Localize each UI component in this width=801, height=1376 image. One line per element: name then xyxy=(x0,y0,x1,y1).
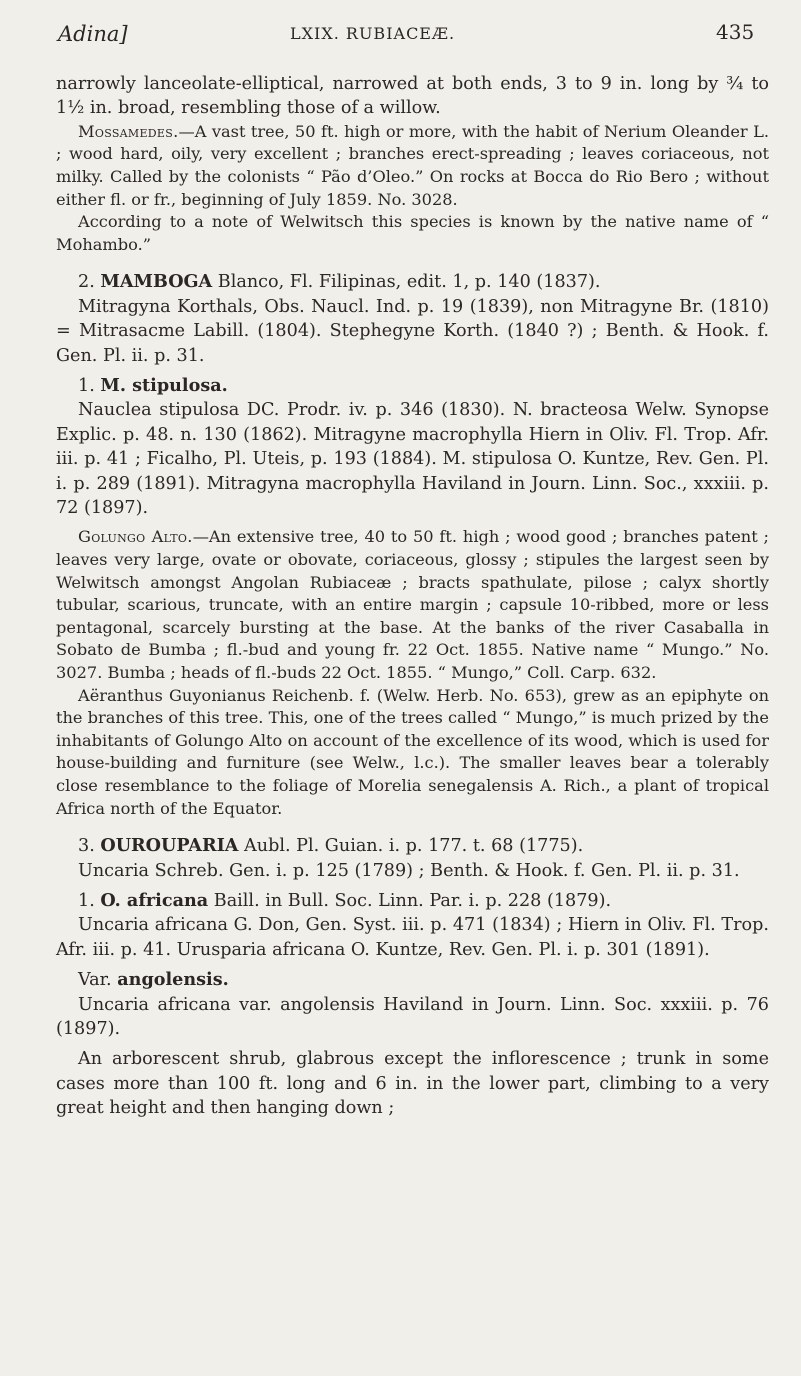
page-body xyxy=(56,72,769,1121)
header-section-title: LXIX. RUBIACEÆ. xyxy=(290,24,456,43)
synonymy: Nauclea stipulosa DC. Prodr. iv. p. 346 (1830). N. bracteosa Welw. Synopse Explic. p. 48. n. 130 (1862). Mitragyne macrophylla Hiern in Oliv. Fl. Trop. Afr. iii. p. 41 ; Ficalho, Pl. Uteis, p. 193 (1884). M. stipulosa O. Kuntze, Rev. Gen. Pl. i. p. 289 (1891). Mitragyna macrophylla Haviland in Journ. Linn. Soc., xxxiii. p. 72 (1897). xyxy=(56,400,769,519)
synonymy: Uncaria africana var. angolensis Haviland in Journ. Linn. Soc. xxxiii. p. 76 (1897). xyxy=(56,994,769,1039)
locality-name: Mossamedes. xyxy=(78,121,179,141)
species-name: O. africana xyxy=(100,889,209,911)
species-name: M. stipulosa. xyxy=(100,375,228,396)
genus-name: MAMBOGA xyxy=(100,271,213,293)
paragraph: According to a note of Welwitsch this species is known by the native name of “ Mohambo.” xyxy=(56,212,769,254)
synonymy: Uncaria Schreb. Gen. i. p. 125 (1789) ; Benth. & Hook. f. Gen. Pl. ii. p. 31. xyxy=(78,860,740,881)
species-heading: 1. O. africana Baill. in Bull. Soc. Linn. Par. i. p. 228 (1879). xyxy=(78,889,612,911)
running-header xyxy=(0,16,801,52)
genus-heading: 3. OUROUPARIA Aubl. Pl. Guian. i. p. 177. t. 68 (1775). xyxy=(78,835,584,857)
paragraph: Golungo Alto.—An extensive tree, 40 to 50 ft. high ; wood good ; branches patent ; leaves very large, ovate or obovate, coriaceous, glossy ; stipules the largest seen by Welwitsch amongst Angolan Rubiaceæ ; bracts spathulate, pilose ; calyx shortly tubular, scarious, truncate, with an entire margin ; capsule 10-ribbed, more or less pentagonal, scarcely bursting at the base. At the banks of the river Casaballa in Sobato de Bumba ; fl.-bud and young fr. 22 Oct. 1855. Native name “ Mungo.” No. 3027. Bumba ; heads of fl.-buds 22 Oct. 1855. “ Mungo,” Coll. Carp. 632. xyxy=(56,527,769,682)
species-heading: 1. M. stipulosa. xyxy=(78,375,228,396)
variety-heading: Var. angolensis. xyxy=(78,969,229,991)
genus-heading: 2. MAMBOGA Blanco, Fl. Filipinas, edit. 1, p. 140 (1837). xyxy=(78,271,601,293)
variety-name: angolensis. xyxy=(117,969,229,991)
header-genus-tag: Adina] xyxy=(58,22,128,46)
paragraph: Aëranthus Guyonianus Reichenb. f. (Welw. Herb. No. 653), grew as an epiphyte on the branches of this tree. This, one of the trees called “ Mungo,” is much prized by the inhabitants of Golungo Alto on account of the excellence of its wood, which is used for house-building and furniture (see Welw., l.c.). The smaller leaves bear a tolerably close resemblance to the foliage of Morelia senegalensis A. Rich., a plant of tropical Africa north of the Equator. xyxy=(56,685,769,818)
genus-name: OUROUPARIA xyxy=(100,835,239,857)
paragraph: Mossamedes.—A vast tree, 50 ft. high or more, with the habit of Nerium Oleander L. ; wood hard, oily, very excellent ; branches erect-spreading ; leaves coriaceous, not milky. Called by the colonists “ Pão d’Oleo.” On rocks at Bocca do Rio Bero ; without either fl. or fr., beginning of July 1859. No. 3028. xyxy=(56,121,769,209)
locality-name: Golungo Alto. xyxy=(78,527,193,547)
synonymy: Mitragyna Korthals, Obs. Naucl. Ind. p. 19 (1839), non Mitragyne Br. (1810) = Mitrasacme Labill. (1804). Stephegyne Korth. (1840 ?) ; Benth. & Hook. f. Gen. Pl. ii. p. 31. xyxy=(56,296,769,366)
paragraph: An arborescent shrub, glabrous except the inflorescence ; trunk in some cases more than 100 ft. long and 6 in. in the lower part, climbing to a very great height and then hanging down ; xyxy=(56,1049,769,1119)
page-number: 435 xyxy=(716,20,755,44)
synonymy: Uncaria africana G. Don, Gen. Syst. iii. p. 471 (1834) ; Hiern in Oliv. Fl. Trop. Afr. iii. p. 41. Urusparia africana O. Kuntze, Rev. Gen. Pl. i. p. 301 (1891). xyxy=(56,915,769,960)
paragraph: narrowly lanceolate-elliptical, narrowed at both ends, 3 to 9 in. long by ¾ to 1½ in. broad, resembling those of a willow. xyxy=(56,74,769,119)
